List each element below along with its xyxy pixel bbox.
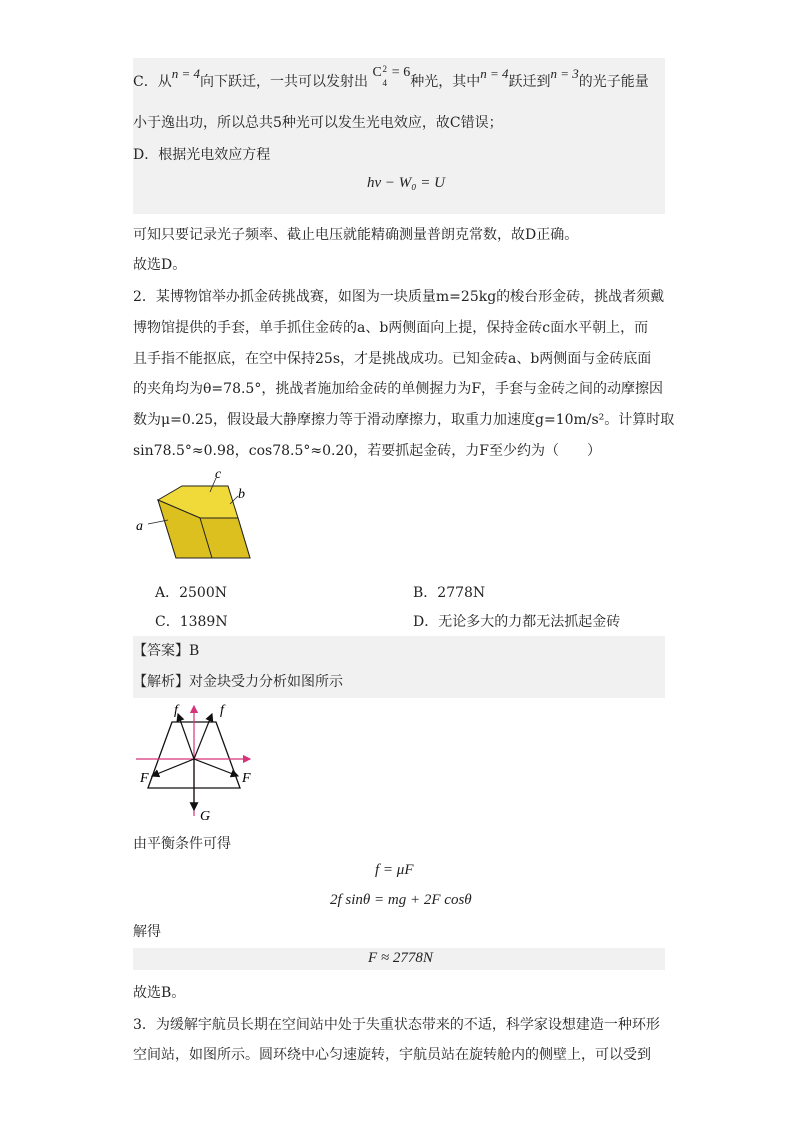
choose-b-line: 故选B。: [133, 985, 186, 1001]
q2-line-2: 博物馆提供的手套，单手抓住金砖的a、b两侧面向上提，保持金砖c面水平朝上，而: [133, 320, 649, 336]
combination-symbol: C 2 4: [372, 64, 387, 88]
line-d-conclusion: 可知只要记录光子频率、截止电压就能精确测量普朗克常数，故D正确。: [133, 227, 579, 243]
q2-line-5: 数为μ=0.25，假设最大静摩擦力等于滑动摩擦力，取重力加速度g=10m/s²。计算时取: [133, 412, 675, 428]
label-F-left: F: [140, 771, 149, 786]
friction-arrow-right: [194, 714, 212, 759]
q2-line-6: sin78.5°≈0.98，cos78.5°≈0.20，若要抓起金砖，力F至少约为（ ）: [133, 443, 601, 459]
line-choose-d: 故选D。: [133, 257, 187, 273]
option-d: D．无论多大的力都无法抓起金砖: [413, 614, 621, 630]
q3-line-1: 3．为缓解宇航员长期在空间站中处于失重状态带来的不适，科学家设想建造一种环形: [133, 1017, 660, 1033]
brick-label-a: a: [136, 519, 143, 534]
brick-label-c: c: [215, 468, 222, 482]
friction-arrow-left: [178, 714, 194, 759]
brick-label-b: b: [238, 487, 245, 502]
equation-result: F ≈ 2778N: [368, 950, 433, 966]
label-F-right: F: [242, 771, 251, 786]
label-f-left: f: [174, 703, 178, 718]
equation-photoelectric: hν − W₀ = U: [367, 175, 445, 191]
q2-line-3: 且手指不能抠底，在空中保持25s，才是挑战成功。已知金砖a、b两侧面与金砖底面: [133, 351, 652, 367]
force-diagram: [134, 700, 256, 822]
equation-friction: f = μF: [375, 862, 414, 878]
label-f-right: f: [220, 703, 224, 718]
line-c-option: C．从n = 4向下跃迁，一共可以发射出 C 2 4 = 6种光，其中n = 4跃迁到n = 3的光子能量: [133, 64, 649, 90]
force-arrow-right: [194, 759, 238, 776]
gold-brick-figure: [130, 468, 265, 578]
answer-line: 【答案】B: [133, 643, 200, 659]
solve-line: 解得: [133, 924, 161, 940]
label-G: G: [200, 809, 211, 822]
line-d-option: D．根据光电效应方程: [133, 147, 271, 163]
balance-line: 由平衡条件可得: [133, 836, 231, 852]
option-c: C．1389N: [155, 614, 228, 630]
q2-line-1: 2．某博物馆举办抓金砖挑战赛，如图为一块质量m=25kg的梭台形金砖，挑战者须戴: [133, 289, 665, 305]
line-c-conclusion: 小于逸出功，所以总共5种光可以发生光电效应，故C错误；: [133, 115, 503, 131]
q3-line-2: 空间站，如图所示。圆环绕中心匀速旋转，宇航员站在旋转舱内的侧壁上，可以受到: [133, 1047, 651, 1063]
option-b: B．2778N: [413, 585, 486, 601]
analysis-line: 【解析】对金块受力分析如图所示: [133, 674, 343, 690]
q2-line-4: 的夹角均为θ=78.5°，挑战者施加给金砖的单侧握力为F，手套与金砖之间的动摩擦因: [133, 381, 664, 397]
option-a: A．2500N: [155, 585, 227, 601]
equation-balance: 2f sinθ = mg + 2F cosθ: [330, 892, 472, 908]
